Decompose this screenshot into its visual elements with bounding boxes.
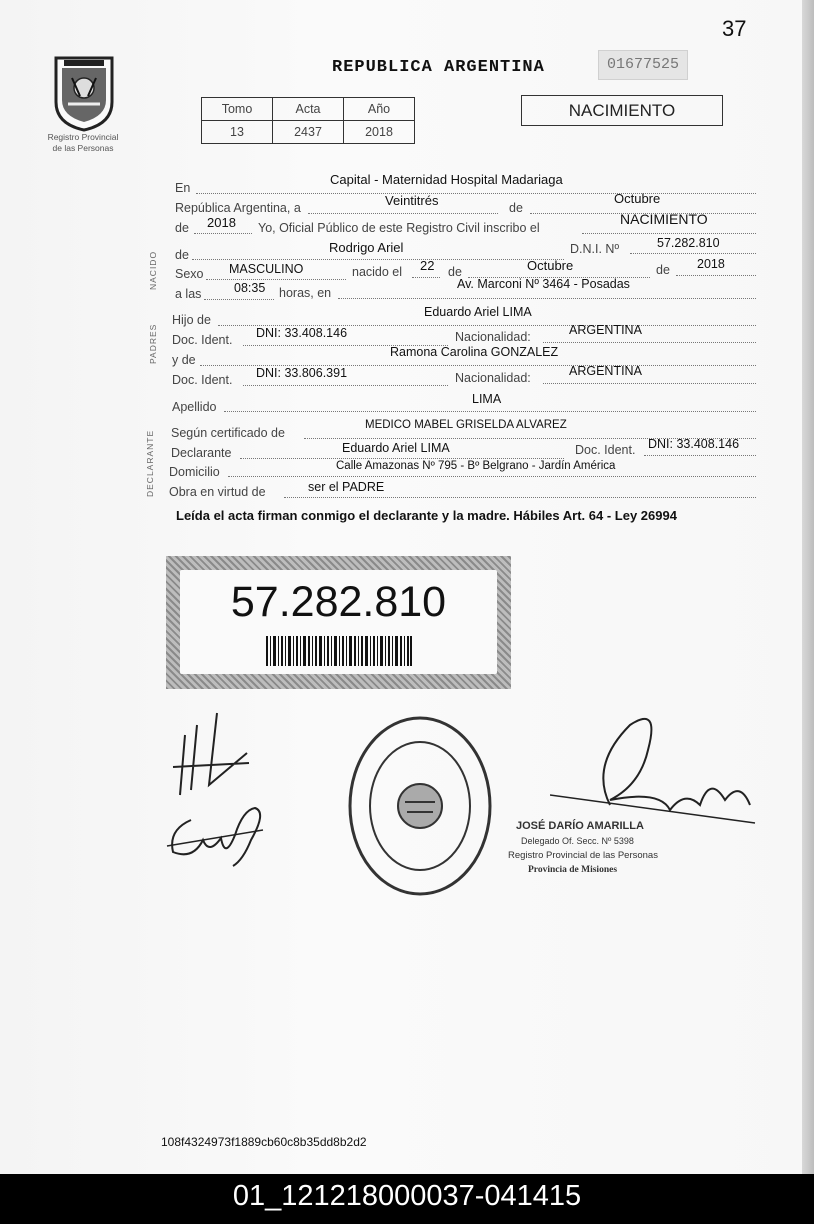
value-declarante: Eduardo Ariel LIMA — [342, 441, 450, 455]
official-role: Delegado Of. Secc. Nº 5398 — [521, 836, 634, 846]
value-padre-nacionalidad: ARGENTINA — [569, 323, 642, 337]
value-dia-letras: Veintitrés — [385, 193, 439, 208]
side-label-declarante: DECLARANTE — [145, 429, 155, 497]
footer-id: 01_121218000037-041415 — [0, 1174, 814, 1224]
line-dots — [224, 410, 756, 412]
label-republica: República Argentina, a — [175, 201, 301, 215]
line-dots — [196, 192, 756, 194]
line-dots — [412, 276, 440, 278]
line-dots — [543, 382, 756, 384]
serial-number: 01677525 — [598, 50, 688, 80]
dni-sticker-panel — [180, 570, 497, 674]
document-hash: 108f4324973f1889cb60c8b35dd8b2d2 — [161, 1135, 367, 1149]
line-dots — [228, 475, 756, 477]
value-dia-nacimiento: 22 — [420, 258, 435, 273]
value-madre-doc: DNI: 33.806.391 — [256, 366, 348, 380]
line-dots — [192, 258, 564, 260]
header-acta: Acta — [273, 98, 344, 121]
line-dots — [206, 278, 346, 280]
label-y-de: y de — [172, 353, 196, 367]
official-seal-icon — [345, 712, 495, 900]
logo-caption-line-2: de las Personas — [52, 143, 114, 153]
value-apellido: LIMA — [472, 392, 502, 406]
signature-declarant-icon — [165, 705, 260, 805]
official-province: Provincia de Misiones — [528, 865, 618, 875]
line-dots — [204, 298, 274, 300]
official-office: Registro Provincial de las Personas — [508, 850, 658, 861]
document-title: REPUBLICA ARGENTINA — [332, 58, 545, 77]
value-obra: ser el PADRE — [308, 480, 385, 494]
value-madre-nacionalidad: ARGENTINA — [569, 364, 642, 378]
line-dots — [582, 232, 756, 234]
page-number: 37 — [722, 16, 747, 41]
line-dots — [543, 341, 756, 343]
side-label-nacido: NACIDO — [148, 250, 158, 290]
label-nacionalidad: Nacionalidad: — [455, 330, 531, 344]
line-dots — [308, 212, 498, 214]
label-doc-ident-3: Doc. Ident. — [575, 443, 636, 457]
dni-sticker-number: 57.282.810 — [230, 578, 447, 626]
value-domicilio: Calle Amazonas Nº 795 - Bº Belgrano - Jardín América — [336, 460, 616, 472]
side-label-padres: PADRES — [148, 323, 158, 364]
line-dots — [284, 496, 756, 498]
label-doc-ident-2: Doc. Ident. — [172, 373, 233, 387]
logo-caption — [30, 132, 136, 154]
value-hora: 08:35 — [234, 281, 266, 295]
label-de-4: de — [448, 265, 462, 279]
label-dni: D.N.I. Nº — [570, 242, 620, 256]
value-acto: NACIMIENTO — [620, 211, 708, 227]
label-horas-en: horas, en — [279, 286, 332, 300]
label-de-2: de — [175, 221, 189, 235]
label-nacionalidad-2: Nacionalidad: — [455, 371, 531, 385]
value-certificado: MEDICO MABEL GRISELDA ALVAREZ — [365, 419, 567, 431]
value-acta: 2437 — [273, 121, 344, 144]
header-anio: Año — [344, 98, 415, 121]
value-tomo: 13 — [202, 121, 273, 144]
act-type-box: NACIMIENTO — [521, 95, 723, 126]
line-dots — [338, 297, 756, 299]
value-declarante-doc: DNI: 33.408.146 — [648, 437, 740, 451]
line-dots — [240, 457, 564, 459]
value-padre: Eduardo Ariel LIMA — [424, 305, 532, 319]
line-dots — [644, 454, 756, 456]
province-emblem-icon — [50, 54, 118, 132]
value-anio-inscripcion: 2018 — [207, 215, 236, 230]
label-hijo-de: Hijo de — [172, 313, 211, 327]
label-declarante: Declarante — [171, 446, 232, 460]
value-padre-doc: DNI: 33.408.146 — [256, 326, 348, 340]
signature-official-icon — [550, 705, 760, 825]
label-de-5: de — [656, 263, 670, 277]
value-mes-nacimiento: Octubre — [527, 258, 574, 273]
label-a-las: a las — [175, 287, 202, 301]
label-yo: Yo, Oficial Público de este Registro Civil inscribo el — [258, 221, 540, 235]
value-mes-inscripcion: Octubre — [614, 191, 661, 206]
value-anio-nacimiento: 2018 — [697, 257, 725, 271]
value-sexo: MASCULINO — [229, 262, 304, 276]
label-sexo: Sexo — [175, 267, 204, 281]
statement-text: Leída el acta firman conmigo el declarante y la madre. Hábiles Art. 64 - Ley 26994 — [176, 508, 677, 523]
dni-sticker — [166, 556, 511, 689]
value-lugar: Capital - Maternidad Hospital Madariaga — [330, 172, 563, 187]
label-nacido-el: nacido el — [352, 265, 403, 279]
label-segun: Según certificado de — [171, 426, 285, 440]
value-anio: 2018 — [344, 121, 415, 144]
label-de: de — [509, 201, 523, 215]
label-doc-ident: Doc. Ident. — [172, 333, 233, 347]
register-table — [201, 97, 415, 144]
label-de-3: de — [175, 248, 189, 262]
signature-mother-icon — [163, 800, 273, 870]
logo-caption-line-1: Registro Provincial — [47, 132, 119, 142]
line-dots — [630, 252, 756, 254]
label-obra: Obra en virtud de — [169, 485, 266, 499]
value-nombre: Rodrigo Ariel — [329, 240, 404, 255]
page-spine — [802, 0, 814, 1174]
label-apellido: Apellido — [172, 400, 217, 414]
barcode-icon — [266, 636, 412, 666]
official-name: JOSÉ DARÍO AMARILLA — [516, 820, 644, 832]
line-dots — [243, 384, 448, 386]
label-domicilio: Domicilio — [169, 465, 220, 479]
line-dots — [194, 232, 252, 234]
value-domicilio-nacimiento: Av. Marconi Nº 3464 - Posadas — [457, 277, 630, 291]
line-dots — [676, 274, 756, 276]
header-tomo: Tomo — [202, 98, 273, 121]
value-dni: 57.282.810 — [657, 236, 720, 250]
label-en: En — [175, 181, 191, 195]
value-madre: Ramona Carolina GONZALEZ — [390, 345, 559, 359]
